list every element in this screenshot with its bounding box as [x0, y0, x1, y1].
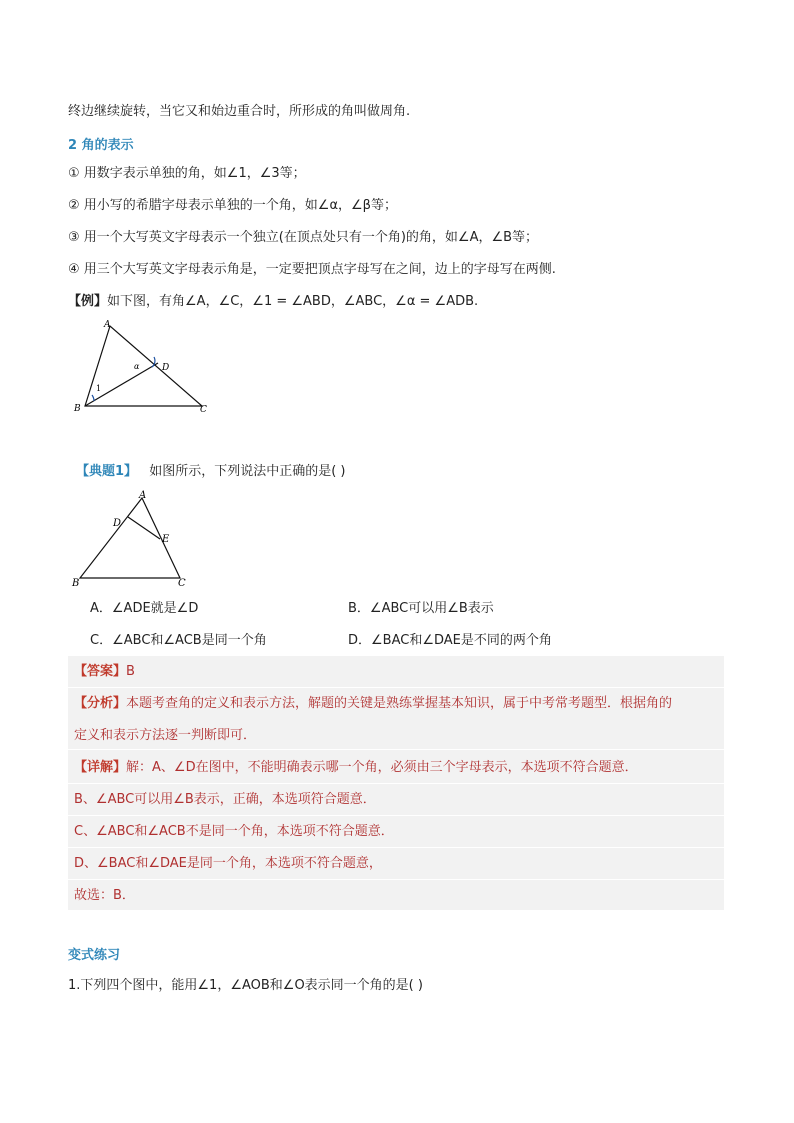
triangle-abc — [85, 326, 202, 406]
detail-line-b: B、∠ABC可以用∠B表示，正确，本选项符合题意． — [74, 792, 376, 807]
analysis-line-2: 定义和表示方法逐一判断即可． — [74, 728, 257, 743]
angle-1-arc — [92, 395, 94, 401]
option-a: A．∠ADE就是∠D — [90, 601, 199, 616]
example-text: 如下图，有角∠A，∠C，∠1 = ∠ABD，∠ABC，∠α = ∠ADB. — [107, 294, 479, 309]
answer-label: 【答案】 — [74, 664, 127, 679]
option-b: B．∠ABC可以用∠B表示 — [348, 601, 494, 616]
problem-line — [76, 462, 345, 482]
list-item: ② 用小写的希腊字母表示单独的一个角，如∠α，∠β等； — [68, 198, 397, 213]
label-a: A — [139, 490, 147, 501]
label-b: B — [72, 578, 80, 589]
example-label: 【例】 — [68, 294, 108, 309]
analysis-text: 本题考查角的定义和表示方法，解题的关键是熟练掌握基本知识，属于中考常考题型．根据角的 — [126, 696, 673, 711]
label-c: C — [178, 578, 186, 589]
detail-line-d: D、∠BAC和∠DAE是同一个角，本选项不符合题意， — [74, 856, 382, 871]
analysis-line — [74, 694, 672, 714]
problem-question: 如图所示，下列说法中正确的是( ) — [149, 464, 346, 479]
label-e: E — [162, 534, 170, 545]
list-item: ④ 用三个大写英文字母表示角是，一定要把顶点字母写在之间，边上的字母写在两侧. — [68, 262, 556, 277]
label-one: 1 — [96, 384, 102, 393]
intro-text: 终边继续旋转，当它又和始边重合时，所形成的角叫做周角. — [68, 104, 411, 119]
answer-line — [74, 662, 135, 682]
option-c: C．∠ABC和∠ACB是同一个角 — [90, 633, 267, 648]
triangle-figure-2 — [68, 486, 198, 590]
option-d: D．∠BAC和∠DAE是不同的两个角 — [348, 633, 552, 648]
detail-line-c: C、∠ABC和∠ACB不是同一个角，本选项不符合题意． — [74, 824, 394, 839]
detail-text: 解：A、∠D在图中，不能明确表示哪一个角，必须由三个字母表示，本选项不符合题意． — [126, 760, 638, 775]
practice-heading: 变式练习 — [68, 948, 121, 963]
divider — [68, 847, 724, 848]
answer-value: B — [126, 664, 135, 679]
segment-de — [128, 517, 160, 539]
section-heading: 2 角的表示 — [68, 138, 134, 153]
label-d: D — [162, 363, 170, 373]
problem-tag: 【典题1】 — [76, 464, 138, 479]
detail-line — [74, 758, 638, 778]
practice-question-1: 1.下列四个图中，能用∠1，∠AOB和∠O表示同一个角的是( ) — [68, 978, 423, 993]
label-c: C — [200, 405, 207, 415]
example-line — [68, 292, 478, 312]
label-b: B — [74, 404, 81, 414]
analysis-label: 【分析】 — [74, 696, 127, 711]
divider — [68, 783, 724, 784]
label-a: A — [104, 320, 111, 330]
label-d: D — [113, 518, 122, 529]
divider — [68, 879, 724, 880]
detail-label: 【详解】 — [74, 760, 127, 775]
divider — [68, 815, 724, 816]
label-alpha: α — [134, 362, 140, 371]
divider — [68, 687, 724, 688]
list-item: ① 用数字表示单独的角，如∠1，∠3等； — [68, 166, 306, 181]
triangle-figure-1 — [70, 316, 220, 420]
divider — [68, 749, 724, 750]
detail-line-conclusion: 故选：B． — [74, 888, 135, 903]
list-item: ③ 用一个大写英文字母表示一个独立(在顶点处只有一个角)的角，如∠A，∠B等； — [68, 230, 539, 245]
